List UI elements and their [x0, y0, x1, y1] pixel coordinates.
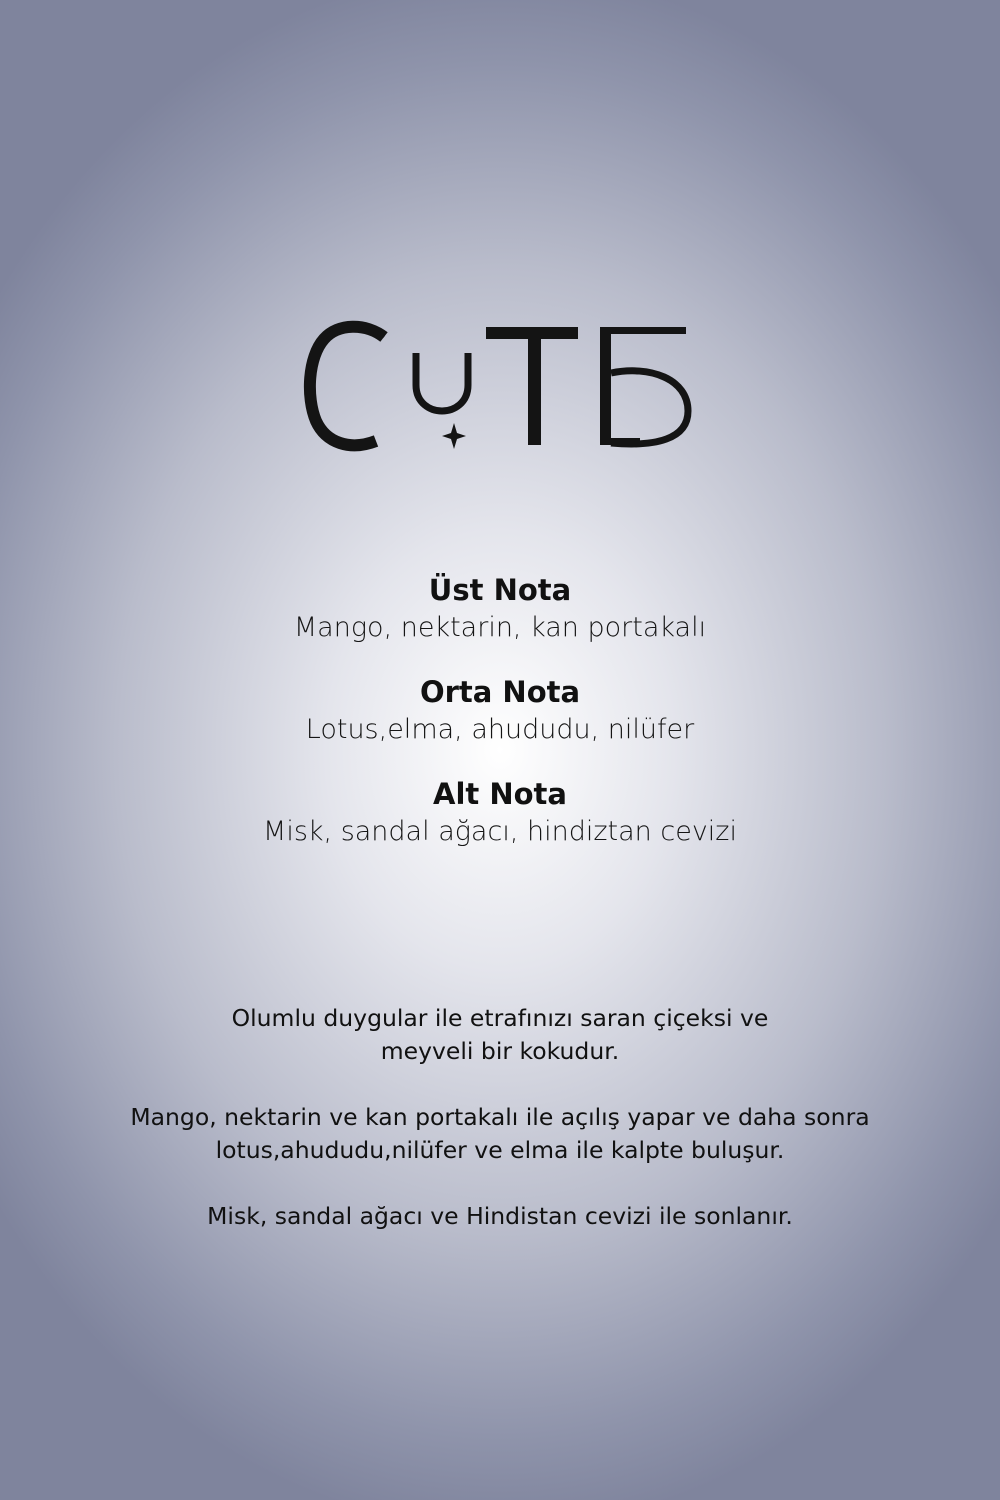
description-line: Misk, sandal ağacı ve Hindistan cevizi ile sonlanır.	[207, 1202, 793, 1230]
description-line: meyveli bir kokudur.	[380, 1037, 620, 1065]
logo-letter-e	[600, 327, 688, 445]
description-line: lotus,ahududu,nilüfer ve elma ile kalpte buluşur.	[215, 1136, 785, 1164]
fragrance-notes	[0, 570, 1000, 876]
note-title: Alt Nota	[433, 777, 567, 811]
note-body: Lotus,elma, ahududu, nilüfer	[305, 714, 695, 745]
sparkle-star-icon	[442, 423, 466, 449]
logo-letter-t	[486, 327, 578, 445]
description-paragraph	[0, 1101, 1000, 1167]
description-line: Mango, nektarin ve kan portakalı ile açılış yapar ve daha sonra	[130, 1103, 870, 1131]
note-body: Mango, nektarin, kan portakalı	[293, 612, 707, 643]
note-body: Misk, sandal ağacı, hindiztan cevizi	[263, 816, 737, 847]
description-paragraph	[0, 1002, 1000, 1068]
note-title: Üst Nota	[428, 573, 572, 607]
note-title: Orta Nota	[419, 675, 581, 709]
note-top	[0, 570, 1000, 646]
description-line: Olumlu duygular ile etrafınızı saran çiçeksi ve	[231, 1004, 769, 1032]
description-paragraph	[0, 1200, 1000, 1233]
brand-logo	[300, 315, 700, 465]
logo-letter-u	[416, 353, 468, 411]
fragrance-description	[0, 1002, 1000, 1266]
note-base	[0, 774, 1000, 850]
logo-letter-c	[310, 327, 384, 446]
note-middle	[0, 672, 1000, 748]
